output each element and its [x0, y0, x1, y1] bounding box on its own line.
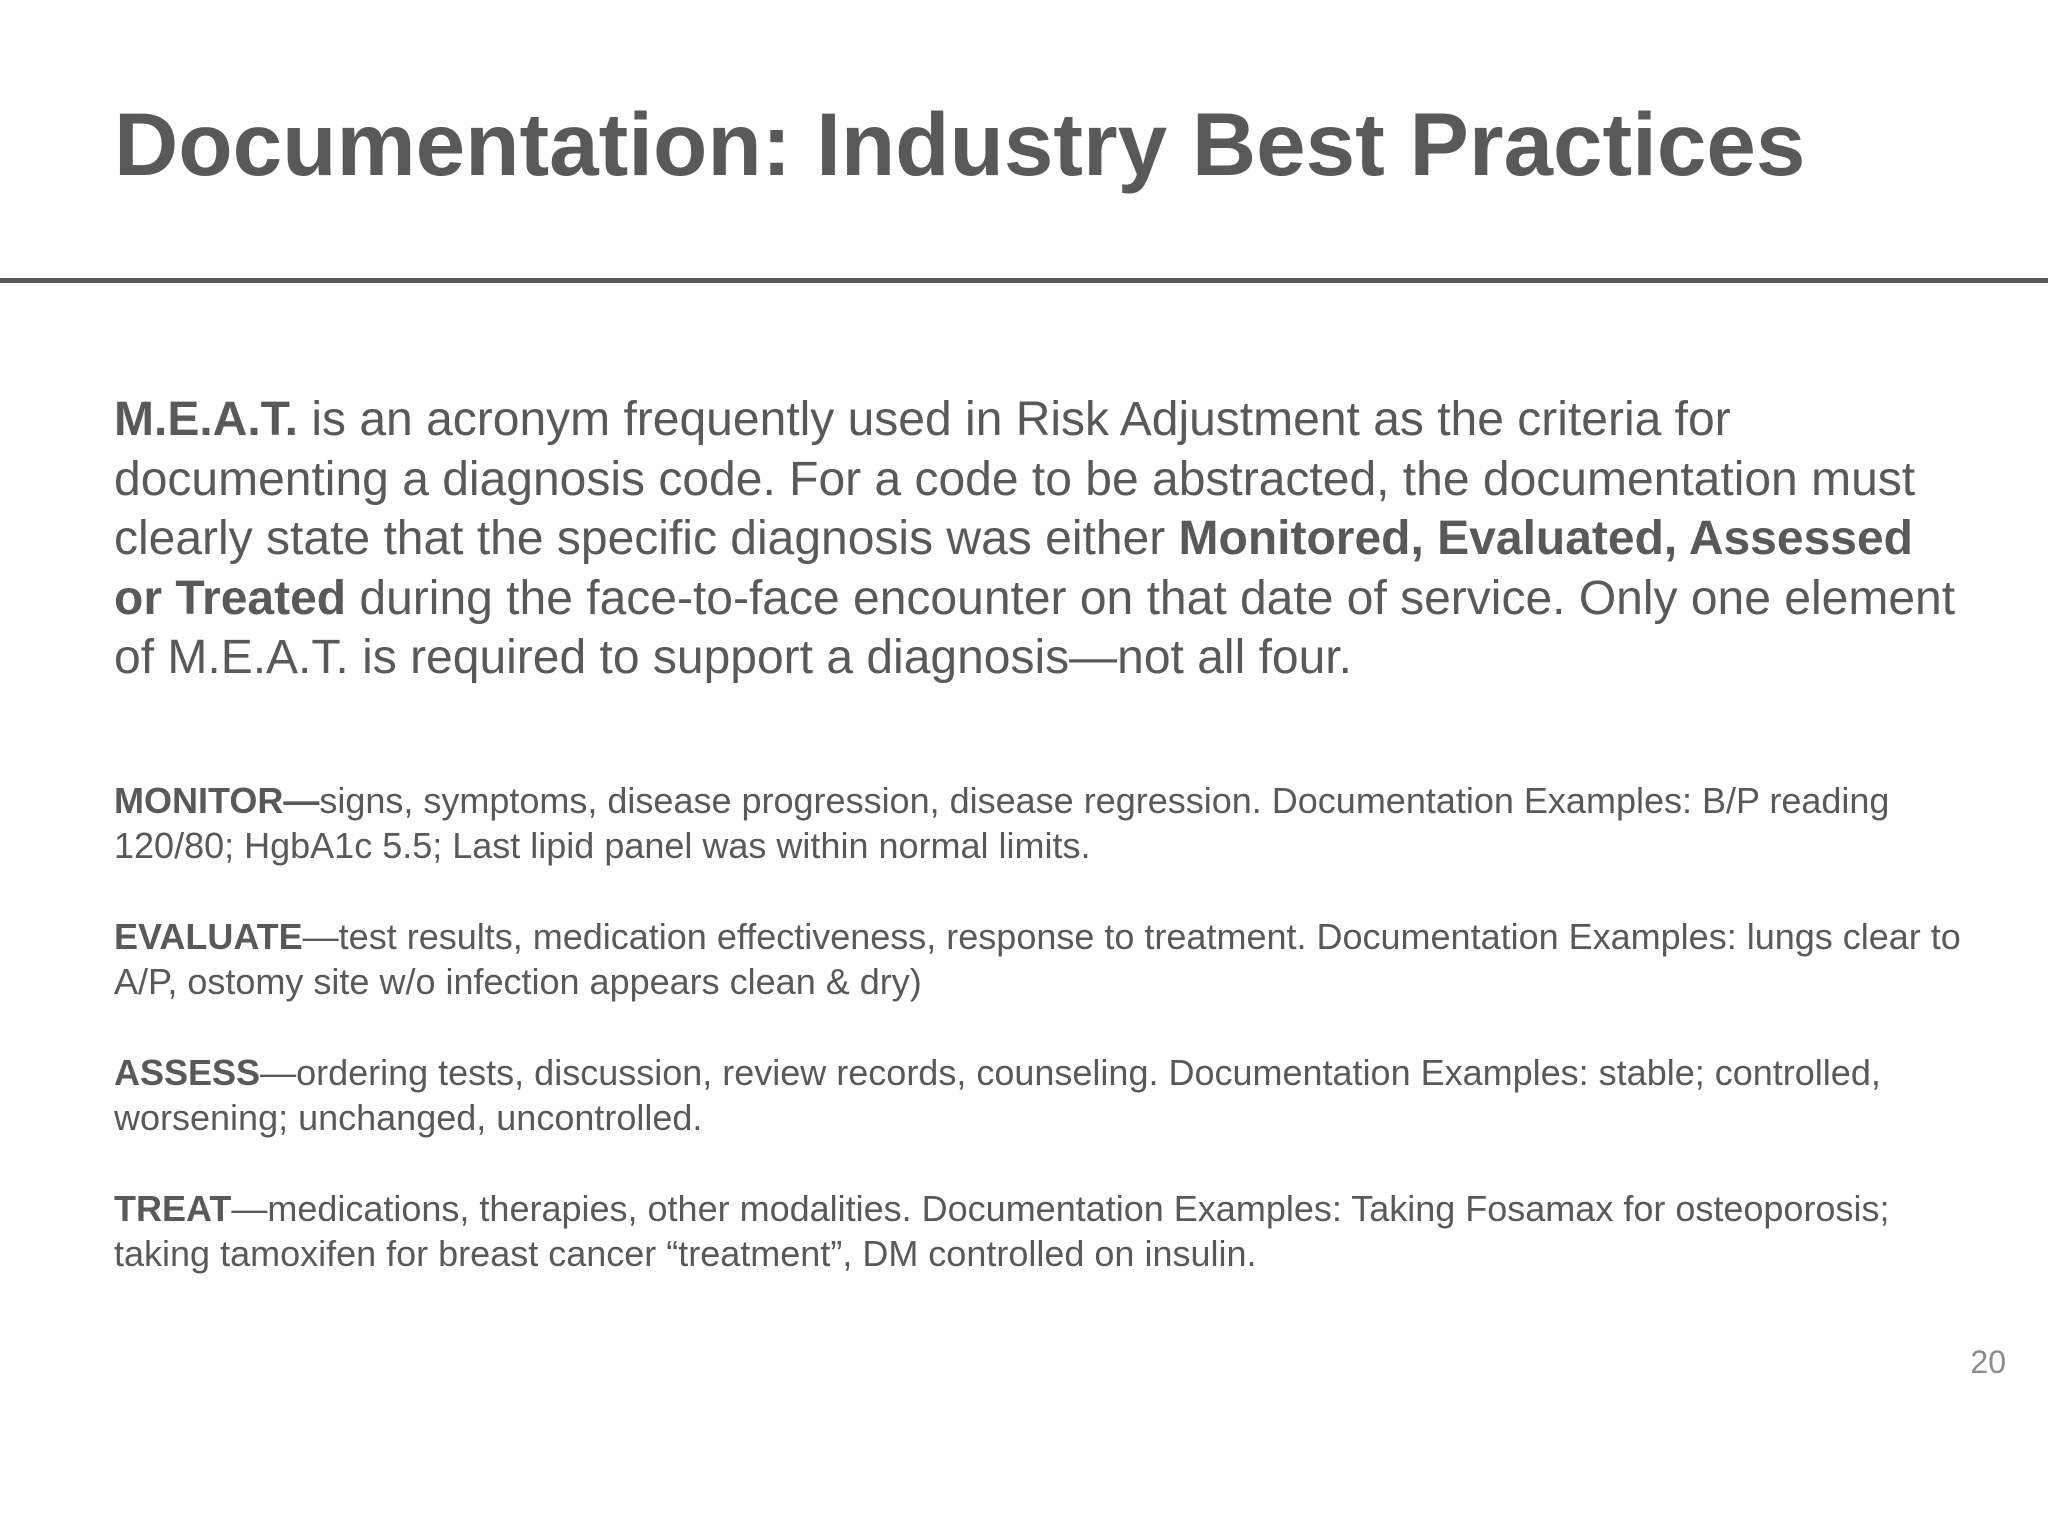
meat-element-treat [114, 1186, 1974, 1276]
meat-term-evaluate: EVALUATE [114, 916, 303, 957]
intro-paragraph [114, 390, 1974, 688]
meat-description-treat: —medications, therapies, other modalities. Documentation Examples: Taking Fosamax for osteoporosis; taking tamoxifen for breast cancer “treatment”, DM controlled on insulin. [114, 1188, 1890, 1274]
meat-element-assess [114, 1050, 1974, 1140]
page-number: 20 [1970, 1344, 2006, 1380]
meat-description-assess: —ordering tests, discussion, review records, counseling. Documentation Examples: stable; controlled, worsening; unchanged, uncontrolled. [114, 1052, 1881, 1138]
meat-element-monitor [114, 778, 1974, 868]
meat-description-evaluate: —test results, medication effectiveness, response to treatment. Documentation Examples: lungs clear to A/P, ostomy site w/o infection appears clean & dry) [114, 916, 1961, 1002]
meat-criteria: Monitored, Evaluated, Assessed or Treated [114, 512, 1913, 625]
meat-term-assess: ASSESS [114, 1052, 261, 1093]
title-divider [0, 278, 2048, 283]
intro-text-part-2: during the face-to-face encounter on that date of service. Only one element of M.E.A.T. is required to support a diagnosis—not all four. [114, 571, 1956, 684]
intro-text-part-1: is an acronym frequently used in Risk Adjustment as the criteria for documenting a diagnosis code. For a code to be abstracted, the documentation must clearly state that the specific diagnosis was either [114, 393, 1916, 565]
meat-elements-list [114, 778, 1974, 1322]
meat-description-monitor: signs, symptoms, disease progression, disease regression. Documentation Examples: B/P reading 120/80; HgbA1c 5.5; Last lipid panel was within normal limits. [114, 780, 1890, 866]
slide-title: Documentation: Industry Best Practices [114, 94, 1806, 194]
meat-element-evaluate [114, 914, 1974, 1004]
meat-term-treat: TREAT [114, 1188, 232, 1229]
meat-acronym: M.E.A.T. [114, 393, 299, 446]
meat-term-monitor: MONITOR— [114, 780, 320, 821]
